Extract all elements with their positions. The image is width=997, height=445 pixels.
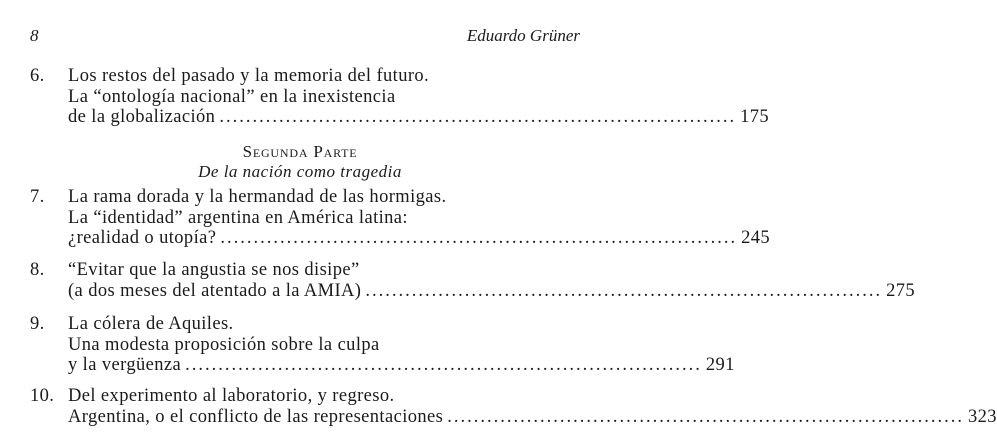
toc-entry-number: 6. — [30, 66, 45, 86]
toc-entry-title — [68, 187, 771, 249]
toc-entry-line: ¿realidad o utopía? — [68, 228, 217, 248]
toc-entry-line: y la vergüenza — [68, 355, 182, 375]
toc-entry-number: 9. — [30, 314, 45, 334]
part-title: Segunda Parte — [242, 142, 358, 161]
toc-entry-number: 10. — [30, 386, 55, 406]
toc-entry-line: La “identidad” argentina en América latina: — [68, 207, 408, 228]
toc-entry-number: 8. — [30, 260, 45, 280]
toc-entry-line: (a dos meses del atentado a la AMIA) — [68, 280, 362, 301]
dot-leader: .............................................................................. — [219, 107, 737, 127]
toc-entry-title — [68, 66, 770, 128]
toc-entry-line: Del experimento al laboratorio, y regreso. — [68, 386, 395, 406]
dot-leader: .............................................................................. — [185, 355, 702, 375]
dot-leader: .............................................................................. — [365, 280, 883, 301]
section-heading — [0, 142, 600, 182]
toc-entry-last-line — [68, 406, 997, 428]
running-head-author: Eduardo Grüner — [466, 26, 580, 45]
toc-page-number: 323 — [968, 406, 997, 427]
toc-entry-line: La “ontología nacional” en la inexistencia — [68, 86, 396, 107]
part-subtitle: De la nación como tragedia — [198, 162, 402, 181]
toc-page-number: 245 — [741, 228, 771, 248]
toc-page-number: 175 — [740, 107, 770, 127]
page-number: 8 — [30, 26, 39, 45]
toc-entry-last-line — [68, 228, 771, 249]
toc-entry-line: Argentina, o el conflicto de las representaciones — [68, 406, 444, 427]
dot-leader: .............................................................................. — [447, 406, 964, 427]
toc-page-number: 275 — [886, 280, 916, 301]
toc-page-number: 291 — [705, 355, 735, 375]
toc-entry-title — [68, 314, 735, 376]
toc-entry-line: La cólera de Aquiles. — [68, 314, 234, 334]
toc-entry-line: Los restos del pasado y la memoria del futuro. — [68, 66, 430, 86]
toc-entry-title — [68, 260, 916, 301]
toc-entry-last-line — [68, 107, 770, 128]
toc-entry-last-line — [68, 355, 735, 376]
running-head — [30, 26, 580, 48]
dot-leader: .............................................................................. — [220, 228, 738, 248]
toc-entry-line: de la globalización — [68, 107, 216, 127]
toc-entry-line: Una modesta proposición sobre la culpa — [68, 334, 380, 355]
toc-entry-line: La rama dorada y la hermandad de las hormigas. — [68, 187, 447, 207]
toc-entry-number: 7. — [30, 187, 45, 207]
toc-entry-line: “Evitar que la angustia se nos disipe” — [68, 260, 360, 280]
toc-entry-title — [68, 386, 997, 427]
toc-entry-last-line — [68, 280, 916, 302]
